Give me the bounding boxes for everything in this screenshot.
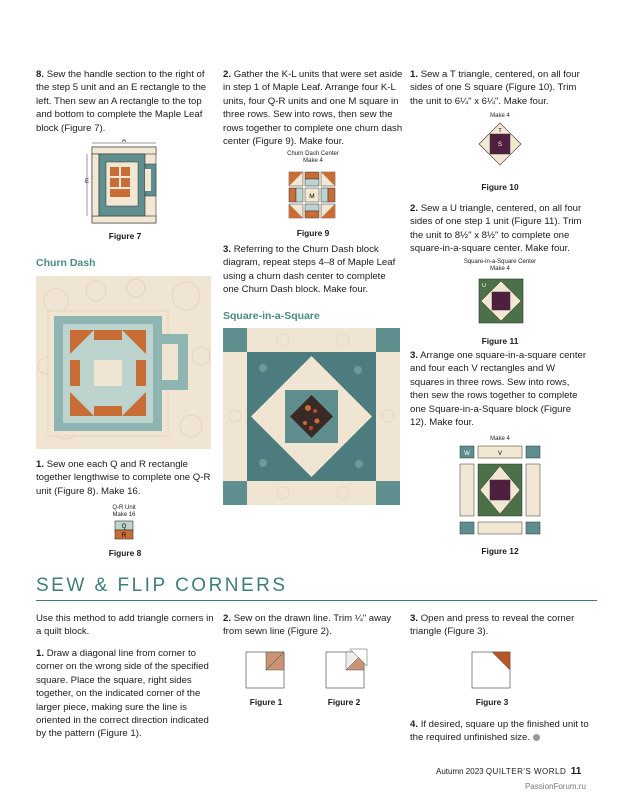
col3-step2: 2. Sew a U triangle, centered, on all four sides of one step 1 unit (Figure 11). Trim the unit to 8½" x 8½" to complete one square-in-a-square center. Make four. bbox=[410, 203, 582, 255]
col2-step3: 3. Referring to the Churn Dash block diagram, repeat steps 4–8 of Maple Leaf using a churn dash center to complete one Churn Dash block. Make four. bbox=[223, 244, 396, 296]
figure-10-label-s: S bbox=[497, 142, 503, 148]
figure-10-diagram bbox=[478, 122, 522, 166]
col3-step3: 3. Arrange one square-in-a-square center and four each V rectangles and W squares in three rows. Sew into rows, then sew the rows together to complete one Square-in-a-Square block (Figure 12). Make four. bbox=[410, 350, 587, 429]
figure-8-qr-unit bbox=[114, 520, 134, 540]
figure-8-label-r: R bbox=[121, 533, 127, 539]
figure-12-label-v: V bbox=[497, 451, 503, 457]
figure-11-label-u: U bbox=[482, 283, 486, 289]
figure-12-caption: Figure 12 bbox=[481, 546, 519, 556]
flip-figure-3-caption: Figure 3 bbox=[475, 697, 509, 707]
col2-step2: 2. Gather the K-L units that were set aside in step 1 of Maple Leaf. Arrange four K-L units, four Q-R units and one M square in three rows. Sew into rows, then sew the rows together to complete one churn dash center (Figure 9). Make four. bbox=[223, 69, 403, 148]
figure-8-title: Q-R Unit Make 16 bbox=[112, 505, 136, 518]
figure-7-label-a: A bbox=[121, 139, 127, 144]
figure-9-label-m: M bbox=[309, 193, 315, 200]
figure-7-caption: Figure 7 bbox=[108, 231, 142, 241]
col1-step8: 8. Sew the handle section to the right of the step 5 unit and an E rectangle to the left. Then sew an A rectangle to the top and bottom to complete the Maple Leaf block (Figure 7). bbox=[36, 69, 207, 134]
figure-9-diagram bbox=[287, 170, 337, 220]
figure-10-label-t: T bbox=[498, 128, 502, 134]
figure-12-make: Make 4 bbox=[490, 436, 510, 442]
watermark: PassionForum.ru bbox=[525, 782, 586, 791]
col3-step1: 1. Sew a T triangle, centered, on all four sides of one S square (Figure 10). Trim the unit to 6¼" x 6¼". Make four. bbox=[410, 69, 580, 107]
flip-figure-1-diagram bbox=[244, 650, 288, 690]
section-rule bbox=[36, 600, 597, 601]
flip-step2: 2. Sew on the drawn line. Trim ¼" away from sewn line (Figure 2). bbox=[223, 613, 392, 638]
col1-step1: 1. Sew one each Q and R rectangle together lengthwise to complete one Q-R unit (Figure 8). Make 16. bbox=[36, 459, 211, 497]
figure-8-label-q: Q bbox=[121, 524, 127, 530]
figure-10-make: Make 4 bbox=[490, 113, 510, 119]
flip-step4: 4. If desired, square up the finished unit to the required unfinished size. bbox=[410, 719, 589, 744]
page-footer: Autumn 2023 QUILTER'S WORLD 11 bbox=[436, 766, 582, 777]
flip-intro: Use this method to add triangle corners in a quilt block. bbox=[36, 613, 214, 638]
flip-figure-2-caption: Figure 2 bbox=[327, 697, 361, 707]
churn-dash-block-photo bbox=[36, 276, 211, 449]
figure-11-title: Square-in-a-Square Center Make 4 bbox=[463, 259, 537, 272]
flip-figure-3-diagram bbox=[470, 650, 514, 690]
figure-9-title: Churn Dash Center Make 4 bbox=[287, 151, 339, 164]
figure-10-caption: Figure 10 bbox=[481, 182, 519, 192]
square-in-a-square-heading: Square-in-a-Square bbox=[223, 310, 320, 322]
square-in-a-square-block-photo bbox=[223, 328, 400, 505]
figure-12-label-w: W bbox=[464, 451, 470, 457]
flip-step3: 3. Open and press to reveal the corner triangle (Figure 3). bbox=[410, 613, 575, 638]
flip-step1: 1. Draw a diagonal line from corner to corner on the wrong side of the specified square. Place the square, right sides together, on the indicated corner of the larger piece, making sure the line is oriented in the correct direction indicated by the pattern (Figure 1). bbox=[36, 648, 209, 740]
figure-7-diagram bbox=[84, 139, 166, 227]
figure-7-label-e: E bbox=[85, 179, 90, 185]
flip-figure-2-diagram bbox=[324, 648, 368, 690]
figure-9-caption: Figure 9 bbox=[296, 228, 330, 238]
end-mark-icon bbox=[533, 734, 540, 741]
figure-12-diagram bbox=[458, 444, 542, 536]
figure-8-caption: Figure 8 bbox=[108, 548, 142, 558]
flip-figure-1-caption: Figure 1 bbox=[249, 697, 283, 707]
sew-flip-title: SEW & FLIP CORNERS bbox=[36, 575, 288, 596]
churn-dash-heading: Churn Dash bbox=[36, 257, 96, 269]
figure-11-diagram bbox=[478, 278, 524, 324]
figure-11-caption: Figure 11 bbox=[481, 336, 519, 346]
